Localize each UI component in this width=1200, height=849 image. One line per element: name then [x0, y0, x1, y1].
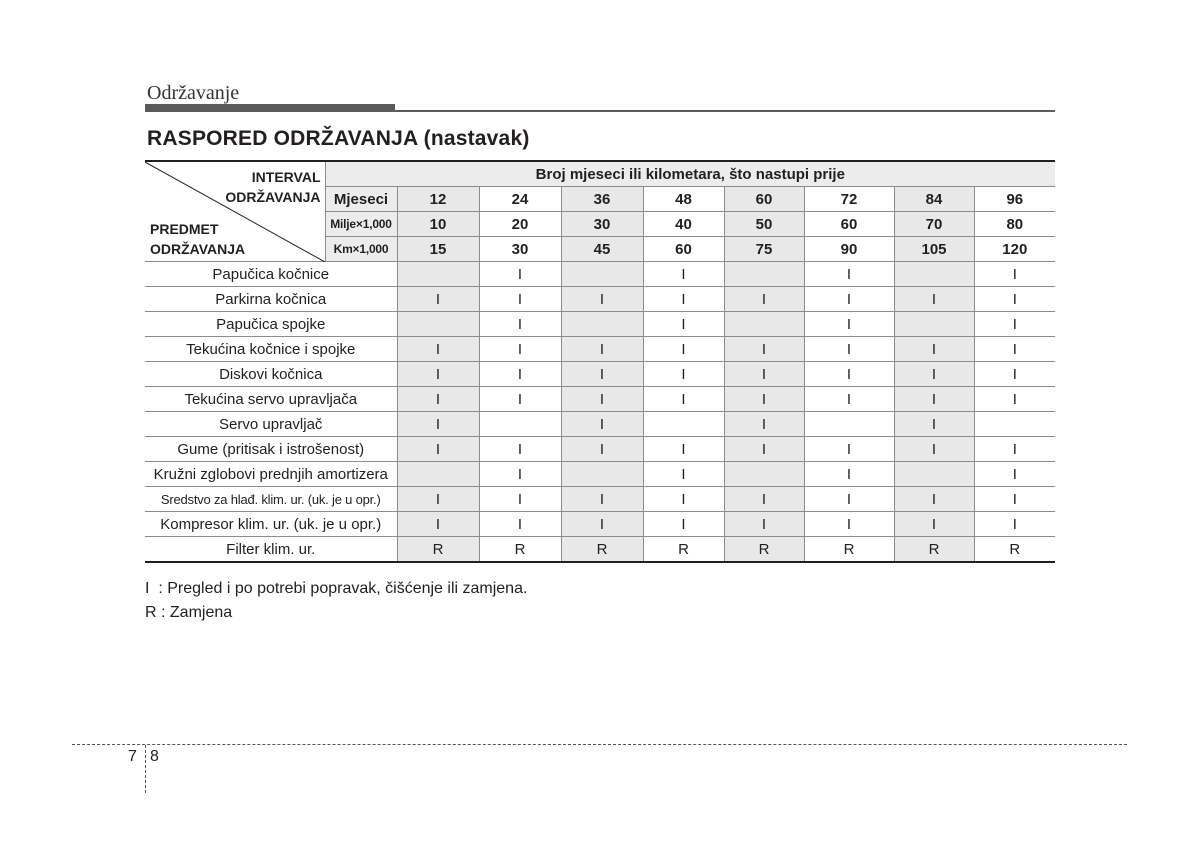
table-row	[145, 362, 1055, 387]
schedule-cell: I	[397, 362, 479, 387]
schedule-cell: I	[397, 437, 479, 462]
page-title: RASPORED ODRŽAVANJA (nastavak)	[147, 127, 530, 150]
schedule-cell: R	[974, 537, 1055, 563]
schedule-cell: R	[561, 537, 643, 563]
schedule-cell: I	[804, 437, 894, 462]
schedule-cell	[479, 412, 561, 437]
schedule-cell: I	[804, 487, 894, 512]
schedule-cell: I	[479, 312, 561, 337]
schedule-cell: I	[561, 487, 643, 512]
interval-span-header: Broj mjeseci ili kilometara, što nastupi prije	[325, 161, 1055, 187]
schedule-cell: I	[479, 387, 561, 412]
section-title: Održavanje	[147, 82, 240, 104]
schedule-cell	[974, 412, 1055, 437]
interval-label	[225, 167, 320, 207]
schedule-cell	[643, 412, 724, 437]
interval-value: 80	[974, 212, 1055, 237]
interval-value: 70	[894, 212, 974, 237]
interval-value: 75	[724, 237, 804, 262]
item-label	[150, 219, 245, 259]
interval-value: 48	[643, 187, 724, 212]
table-row	[145, 312, 1055, 337]
schedule-cell: I	[643, 262, 724, 287]
legend-inspect: I : Pregled i po potrebi popravak, čišćenje ili zamjena.	[145, 580, 528, 597]
unit-label: Milje×1,000	[325, 212, 397, 237]
schedule-cell	[894, 462, 974, 487]
interval-value: 10	[397, 212, 479, 237]
schedule-cell	[724, 312, 804, 337]
legend-replace: R : Zamjena	[145, 604, 233, 621]
schedule-cell	[804, 412, 894, 437]
maintenance-schedule-table	[145, 160, 1055, 563]
interval-value: 96	[974, 187, 1055, 212]
schedule-cell: R	[397, 537, 479, 563]
schedule-cell: I	[479, 262, 561, 287]
interval-value: 60	[724, 187, 804, 212]
schedule-cell	[397, 462, 479, 487]
schedule-cell: I	[894, 512, 974, 537]
schedule-cell: I	[397, 487, 479, 512]
table-corner-cell	[145, 161, 325, 262]
schedule-cell	[561, 462, 643, 487]
schedule-cell: I	[894, 337, 974, 362]
schedule-cell: I	[643, 387, 724, 412]
schedule-cell: I	[894, 362, 974, 387]
schedule-cell	[724, 262, 804, 287]
schedule-cell: I	[479, 287, 561, 312]
interval-value: 105	[894, 237, 974, 262]
interval-value: 24	[479, 187, 561, 212]
interval-value: 120	[974, 237, 1055, 262]
schedule-cell: I	[397, 387, 479, 412]
table-row	[145, 537, 1055, 563]
table-row	[145, 337, 1055, 362]
interval-value: 36	[561, 187, 643, 212]
schedule-cell: I	[561, 412, 643, 437]
schedule-cell: I	[724, 362, 804, 387]
schedule-cell: I	[643, 487, 724, 512]
item-label-line-1: PREDMET	[150, 221, 219, 237]
schedule-cell	[397, 262, 479, 287]
table-row	[145, 487, 1055, 512]
interval-value: 50	[724, 212, 804, 237]
schedule-cell: I	[894, 412, 974, 437]
schedule-cell: I	[974, 387, 1055, 412]
schedule-cell	[894, 262, 974, 287]
schedule-cell: I	[479, 462, 561, 487]
schedule-cell: I	[724, 337, 804, 362]
interval-value: 60	[804, 212, 894, 237]
schedule-cell: I	[804, 287, 894, 312]
maintenance-item-name: Papučica kočnice	[145, 262, 397, 287]
schedule-cell: I	[724, 437, 804, 462]
schedule-cell: I	[804, 362, 894, 387]
table-row	[145, 387, 1055, 412]
schedule-cell: R	[894, 537, 974, 563]
schedule-cell	[894, 312, 974, 337]
interval-value: 20	[479, 212, 561, 237]
schedule-cell	[561, 262, 643, 287]
maintenance-item-name: Filter klim. ur.	[145, 537, 397, 563]
schedule-cell: I	[974, 512, 1055, 537]
schedule-cell: I	[643, 287, 724, 312]
interval-value: 15	[397, 237, 479, 262]
schedule-cell: I	[643, 312, 724, 337]
schedule-cell: I	[479, 437, 561, 462]
interval-value: 60	[643, 237, 724, 262]
maintenance-item-name: Kompresor klim. ur. (uk. je u opr.)	[145, 512, 397, 537]
schedule-cell: I	[479, 337, 561, 362]
schedule-cell: I	[643, 462, 724, 487]
schedule-cell: I	[643, 362, 724, 387]
schedule-cell: I	[974, 337, 1055, 362]
maintenance-item-name: Servo upravljač	[145, 412, 397, 437]
maintenance-item-name: Tekućina kočnice i spojke	[145, 337, 397, 362]
schedule-cell: I	[894, 437, 974, 462]
interval-value: 90	[804, 237, 894, 262]
schedule-cell: I	[561, 287, 643, 312]
header-rule-thin	[395, 110, 1055, 112]
schedule-cell: I	[724, 387, 804, 412]
schedule-cell: I	[894, 287, 974, 312]
schedule-cell: I	[561, 362, 643, 387]
table-row	[145, 287, 1055, 312]
schedule-cell: I	[561, 337, 643, 362]
schedule-cell: I	[804, 387, 894, 412]
schedule-cell: I	[804, 512, 894, 537]
schedule-cell: I	[724, 412, 804, 437]
schedule-cell: I	[561, 512, 643, 537]
interval-value: 45	[561, 237, 643, 262]
schedule-cell: R	[479, 537, 561, 563]
maintenance-item-name: Parkirna kočnica	[145, 287, 397, 312]
unit-label: Km×1,000	[325, 237, 397, 262]
schedule-cell: I	[397, 337, 479, 362]
chapter-number: 7	[128, 748, 137, 765]
unit-label: Mjeseci	[325, 187, 397, 212]
schedule-cell: I	[804, 462, 894, 487]
schedule-cell: I	[974, 462, 1055, 487]
schedule-cell: I	[974, 487, 1055, 512]
schedule-cell: I	[894, 387, 974, 412]
footer-page-divider	[145, 745, 146, 793]
maintenance-item-name: Sredstvo za hlađ. klim. ur. (uk. je u opr.)	[145, 487, 397, 512]
schedule-cell: I	[974, 287, 1055, 312]
interval-value: 30	[479, 237, 561, 262]
table-row	[145, 512, 1055, 537]
schedule-cell: I	[804, 262, 894, 287]
interval-value: 30	[561, 212, 643, 237]
schedule-cell: R	[643, 537, 724, 563]
schedule-cell: I	[804, 312, 894, 337]
schedule-cell: I	[479, 487, 561, 512]
schedule-cell	[724, 462, 804, 487]
schedule-cell: I	[643, 512, 724, 537]
item-label-line-2: ODRŽAVANJA	[150, 241, 246, 257]
maintenance-item-name: Papučica spojke	[145, 312, 397, 337]
table-row	[145, 462, 1055, 487]
schedule-cell: I	[643, 337, 724, 362]
maintenance-item-name: Gume (pritisak i istrošenost)	[145, 437, 397, 462]
schedule-cell: I	[397, 287, 479, 312]
schedule-cell: I	[974, 437, 1055, 462]
table-row	[145, 262, 1055, 287]
schedule-cell: I	[974, 362, 1055, 387]
schedule-cell: I	[561, 387, 643, 412]
schedule-cell: R	[724, 537, 804, 563]
table-row	[145, 437, 1055, 462]
maintenance-item-name: Diskovi kočnica	[145, 362, 397, 387]
schedule-cell: R	[804, 537, 894, 563]
table-row	[145, 412, 1055, 437]
interval-label-line-1: INTERVAL	[251, 169, 321, 185]
interval-value: 12	[397, 187, 479, 212]
schedule-cell: I	[974, 312, 1055, 337]
schedule-cell: I	[724, 287, 804, 312]
schedule-cell: I	[397, 412, 479, 437]
schedule-cell: I	[479, 512, 561, 537]
header-rule-thick	[145, 104, 395, 112]
schedule-cell: I	[561, 437, 643, 462]
interval-value: 84	[894, 187, 974, 212]
interval-value: 40	[643, 212, 724, 237]
schedule-cell	[397, 312, 479, 337]
schedule-cell: I	[724, 487, 804, 512]
schedule-cell: I	[974, 262, 1055, 287]
schedule-cell: I	[397, 512, 479, 537]
maintenance-item-name: Tekućina servo upravljača	[145, 387, 397, 412]
schedule-cell	[561, 312, 643, 337]
maintenance-item-name: Kružni zglobovi prednjih amortizera	[145, 462, 397, 487]
schedule-cell: I	[479, 362, 561, 387]
interval-label-line-2: ODRŽAVANJA	[225, 189, 321, 205]
schedule-cell: I	[724, 512, 804, 537]
header-row-span	[145, 161, 1055, 187]
page-number: 8	[150, 748, 159, 765]
footer-divider	[72, 744, 1127, 745]
schedule-cell: I	[804, 337, 894, 362]
schedule-cell: I	[894, 487, 974, 512]
schedule-cell: I	[643, 437, 724, 462]
interval-value: 72	[804, 187, 894, 212]
